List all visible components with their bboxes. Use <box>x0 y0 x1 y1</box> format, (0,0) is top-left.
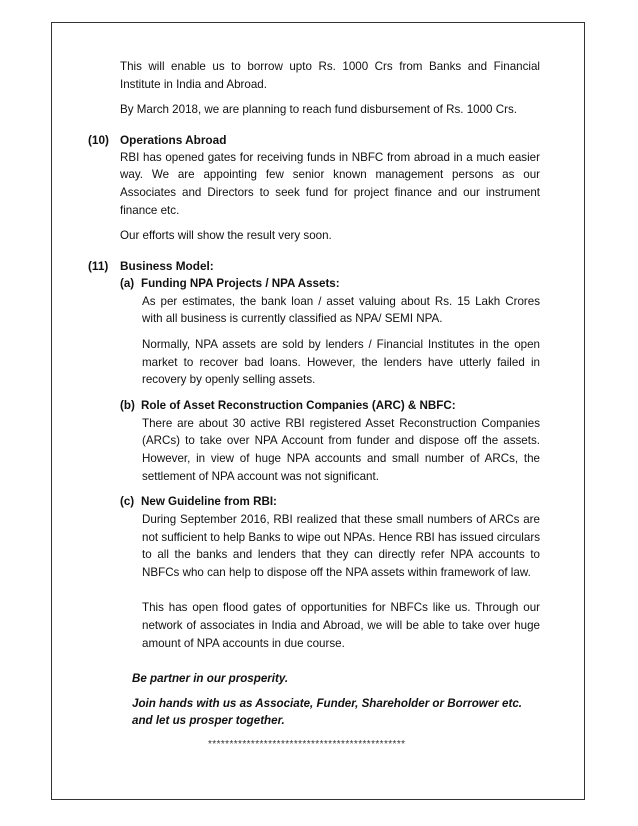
subsection-title: New Guideline from RBI: <box>141 495 277 509</box>
section-title: Business Model: <box>120 258 214 273</box>
section-paragraph: RBI has opened gates for receiving funds in NBFC from abroad in a much easier way. We are appointing few senior known management persons as our Associates and Directors to seek fund for project finance and our instrument finance etc. <box>120 150 540 217</box>
subsection-paragraph: As per estimates, the bank loan / asset valuing about Rs. 15 Lakh Crores with all business is currently classified as NPA/ SEMI NPA. <box>142 294 540 326</box>
subsection-paragraph: During September 2016, RBI realized that these small numbers of ARCs are not sufficient to help Banks to wipe out NPAs. Hence RBI has issued circulars to all the banks and lenders that they can directly refer NPA accounts to NBFCs who can help to dispose off the NPA assets within framework of law. <box>142 513 540 579</box>
subsection-label: (b) <box>120 398 135 412</box>
section-operations-abroad <box>88 131 540 245</box>
subsection-paragraph: There are about 30 active RBI registered Asset Reconstruction Companies (ARCs) to take over NPA Account from funder and dispose off the assets. However, in view of huge NPA accounts and small number of ARCs, the settlement of NPA account was not significant. <box>142 416 540 483</box>
subsection-title: Funding NPA Projects / NPA Assets: <box>141 276 340 290</box>
closing-line-2: Join hands with us as Associate, Funder, Shareholder or Borrower etc. and let us prosper together. <box>132 697 522 728</box>
subsection-paragraph: This has open flood gates of opportunities for NBFCs like us. Through our network of associates in India and Abroad, we will be able to take over huge amount of NPA accounts in due course. <box>142 601 540 650</box>
section-title: Operations Abroad <box>120 132 227 147</box>
section-number: (10) <box>88 132 109 147</box>
section-heading <box>88 131 540 149</box>
section-heading <box>88 257 540 275</box>
subsection-heading-c <box>120 493 540 511</box>
subsection-label: (c) <box>120 495 135 509</box>
intro-paragraph-2: By March 2018, we are planning to reach fund disbursement of Rs. 1000 Crs. <box>120 103 517 117</box>
section-business-model <box>88 257 540 653</box>
subsection-paragraph: Normally, NPA assets are sold by lenders / Financial Institutes in the open market to recover bad loans. However, the lenders have utterly failed in recovery by openly selling assets. <box>142 337 540 387</box>
document-body <box>88 58 540 750</box>
subsection-title: Role of Asset Reconstruction Companies (ARC) & NBFC: <box>141 398 456 412</box>
section-paragraph: Our efforts will show the result very soon. <box>120 229 332 243</box>
separator-stars: ********************************************** <box>208 739 406 751</box>
subsection-label: (a) <box>120 276 135 290</box>
closing-line-1: Be partner in our prosperity. <box>132 672 289 686</box>
intro-paragraph-1: This will enable us to borrow upto Rs. 1000 Crs from Banks and Financial Institute in India and Abroad. <box>120 60 540 91</box>
subsection-heading-a <box>120 275 540 293</box>
section-number: (11) <box>88 258 109 273</box>
subsection-heading-b <box>120 397 540 415</box>
